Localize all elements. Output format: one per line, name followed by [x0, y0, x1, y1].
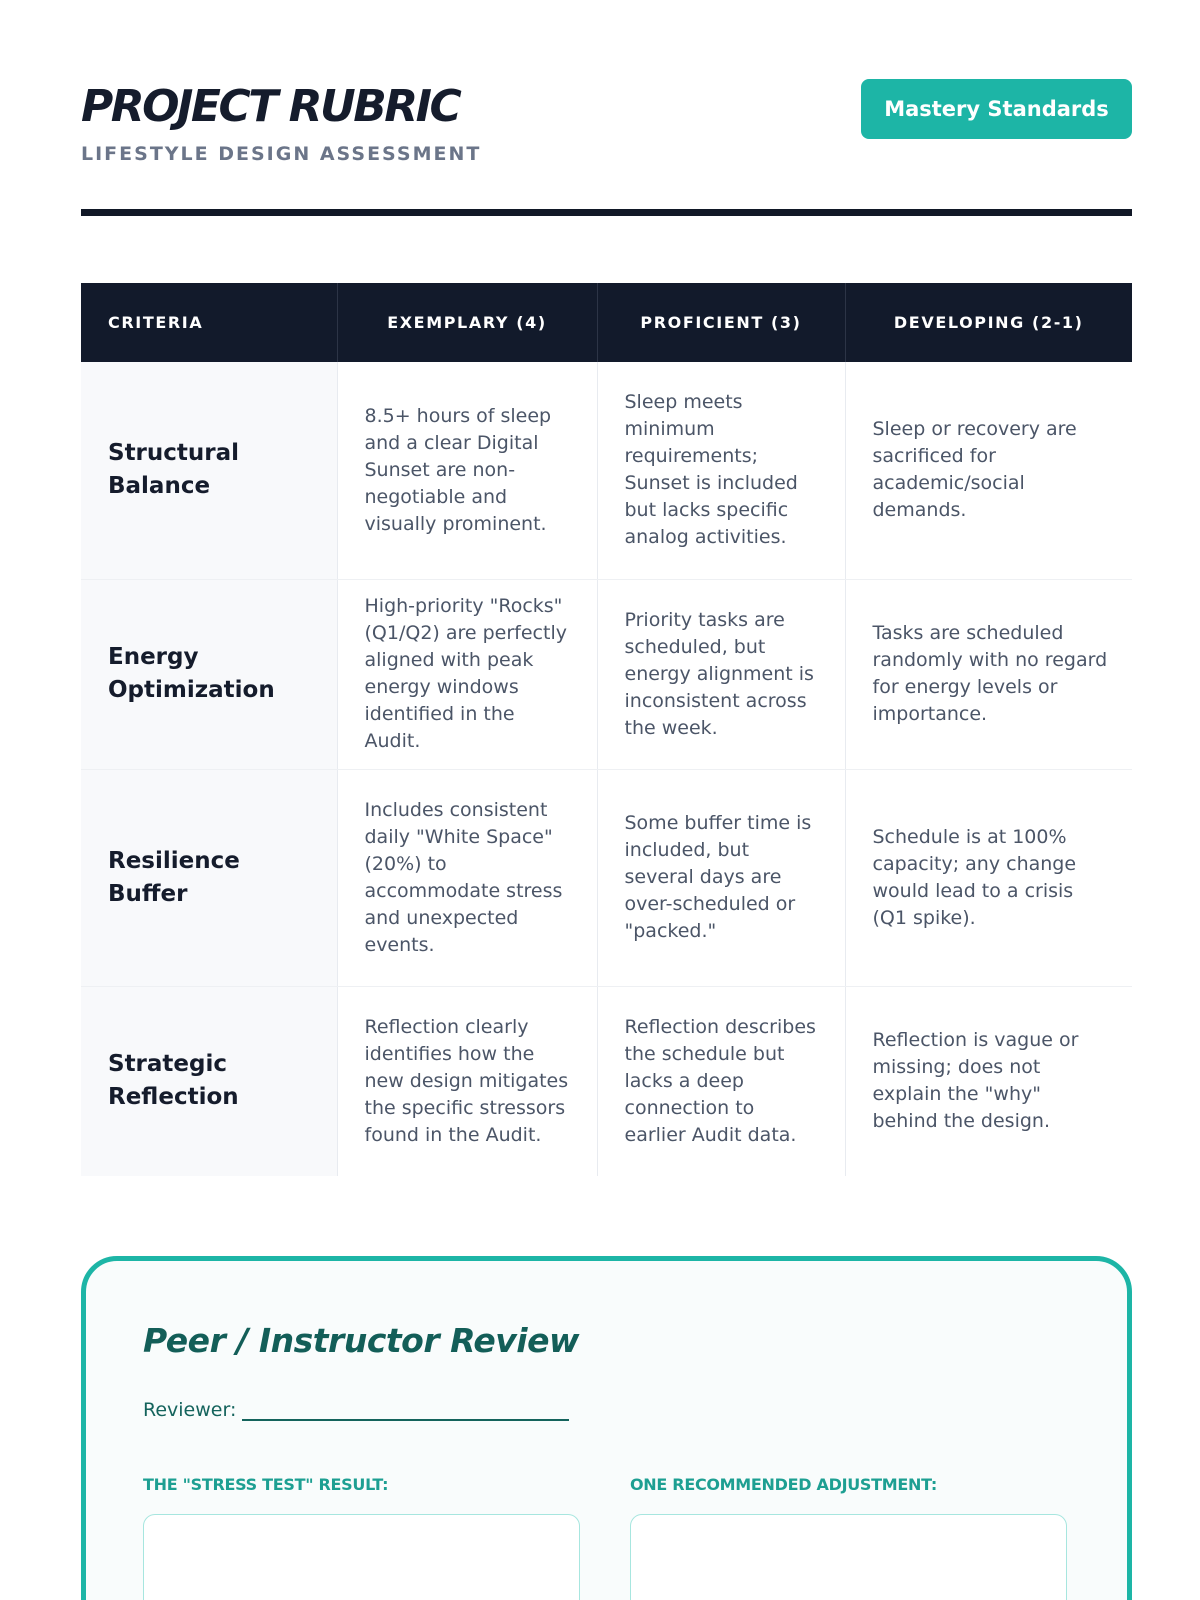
page-subtitle: LIFESTYLE DESIGN ASSESSMENT: [81, 143, 482, 165]
proficient-cell: Sleep meets minimum requirements; Sunset is included but lacks specific analog activities.: [597, 362, 845, 579]
exemplary-cell: 8.5+ hours of sleep and a clear Digital Sunset are non-negotiable and visually prominent.: [337, 362, 597, 579]
page-title: PROJECT RUBRIC: [81, 81, 460, 132]
developing-cell: Sleep or recovery are sacrificed for academic/social demands.: [845, 362, 1132, 579]
rubric-header-row: [81, 283, 1132, 362]
proficient-cell: Reflection describes the schedule but lacks a deep connection to earlier Audit data.: [597, 986, 845, 1176]
developing-cell: Reflection is vague or missing; does not explain the "why" behind the design.: [845, 986, 1132, 1176]
page-header: [81, 79, 1132, 165]
column-header-proficient: PROFICIENT (3): [597, 283, 845, 362]
stress-test-input[interactable]: [143, 1514, 580, 1600]
rubric-table: [81, 283, 1132, 1176]
criteria-cell: Resilience Buffer: [81, 769, 337, 986]
adjustment-input[interactable]: [630, 1514, 1067, 1600]
review-panel: [81, 1256, 1132, 1600]
column-header-criteria: CRITERIA: [81, 283, 337, 362]
criteria-cell: Structural Balance: [81, 362, 337, 579]
column-header-exemplary: EXEMPLARY (4): [337, 283, 597, 362]
table-row: [81, 769, 1132, 986]
proficient-cell: Priority tasks are scheduled, but energy alignment is inconsistent across the week.: [597, 579, 845, 769]
developing-cell: Schedule is at 100% capacity; any change would lead to a crisis (Q1 spike).: [845, 769, 1132, 986]
exemplary-cell: High-priority "Rocks" (Q1/Q2) are perfectly aligned with peak energy windows identified in the Audit.: [337, 579, 597, 769]
stress-test-label: THE "STRESS TEST" RESULT:: [143, 1475, 389, 1494]
proficient-cell: Some buffer time is included, but several days are over-scheduled or "packed.": [597, 769, 845, 986]
review-title: Peer / Instructor Review: [143, 1321, 579, 1360]
adjustment-label: ONE RECOMMENDED ADJUSTMENT:: [630, 1475, 937, 1494]
table-row: [81, 579, 1132, 769]
exemplary-cell: Includes consistent daily "White Space" (20%) to accommodate stress and unexpected events.: [337, 769, 597, 986]
developing-cell: Tasks are scheduled randomly with no regard for energy levels or importance.: [845, 579, 1132, 769]
reviewer-signature-line[interactable]: [242, 1401, 569, 1421]
criteria-cell: Energy Optimization: [81, 579, 337, 769]
criteria-cell: Strategic Reflection: [81, 986, 337, 1176]
exemplary-cell: Reflection clearly identifies how the new design mitigates the specific stressors found in the Audit.: [337, 986, 597, 1176]
header-divider: [81, 209, 1132, 216]
mastery-standards-badge: Mastery Standards: [861, 79, 1132, 139]
reviewer-field[interactable]: [143, 1399, 569, 1421]
table-row: [81, 362, 1132, 579]
reviewer-label: Reviewer:: [143, 1399, 237, 1421]
table-row: [81, 986, 1132, 1176]
column-header-developing: DEVELOPING (2-1): [845, 283, 1132, 362]
